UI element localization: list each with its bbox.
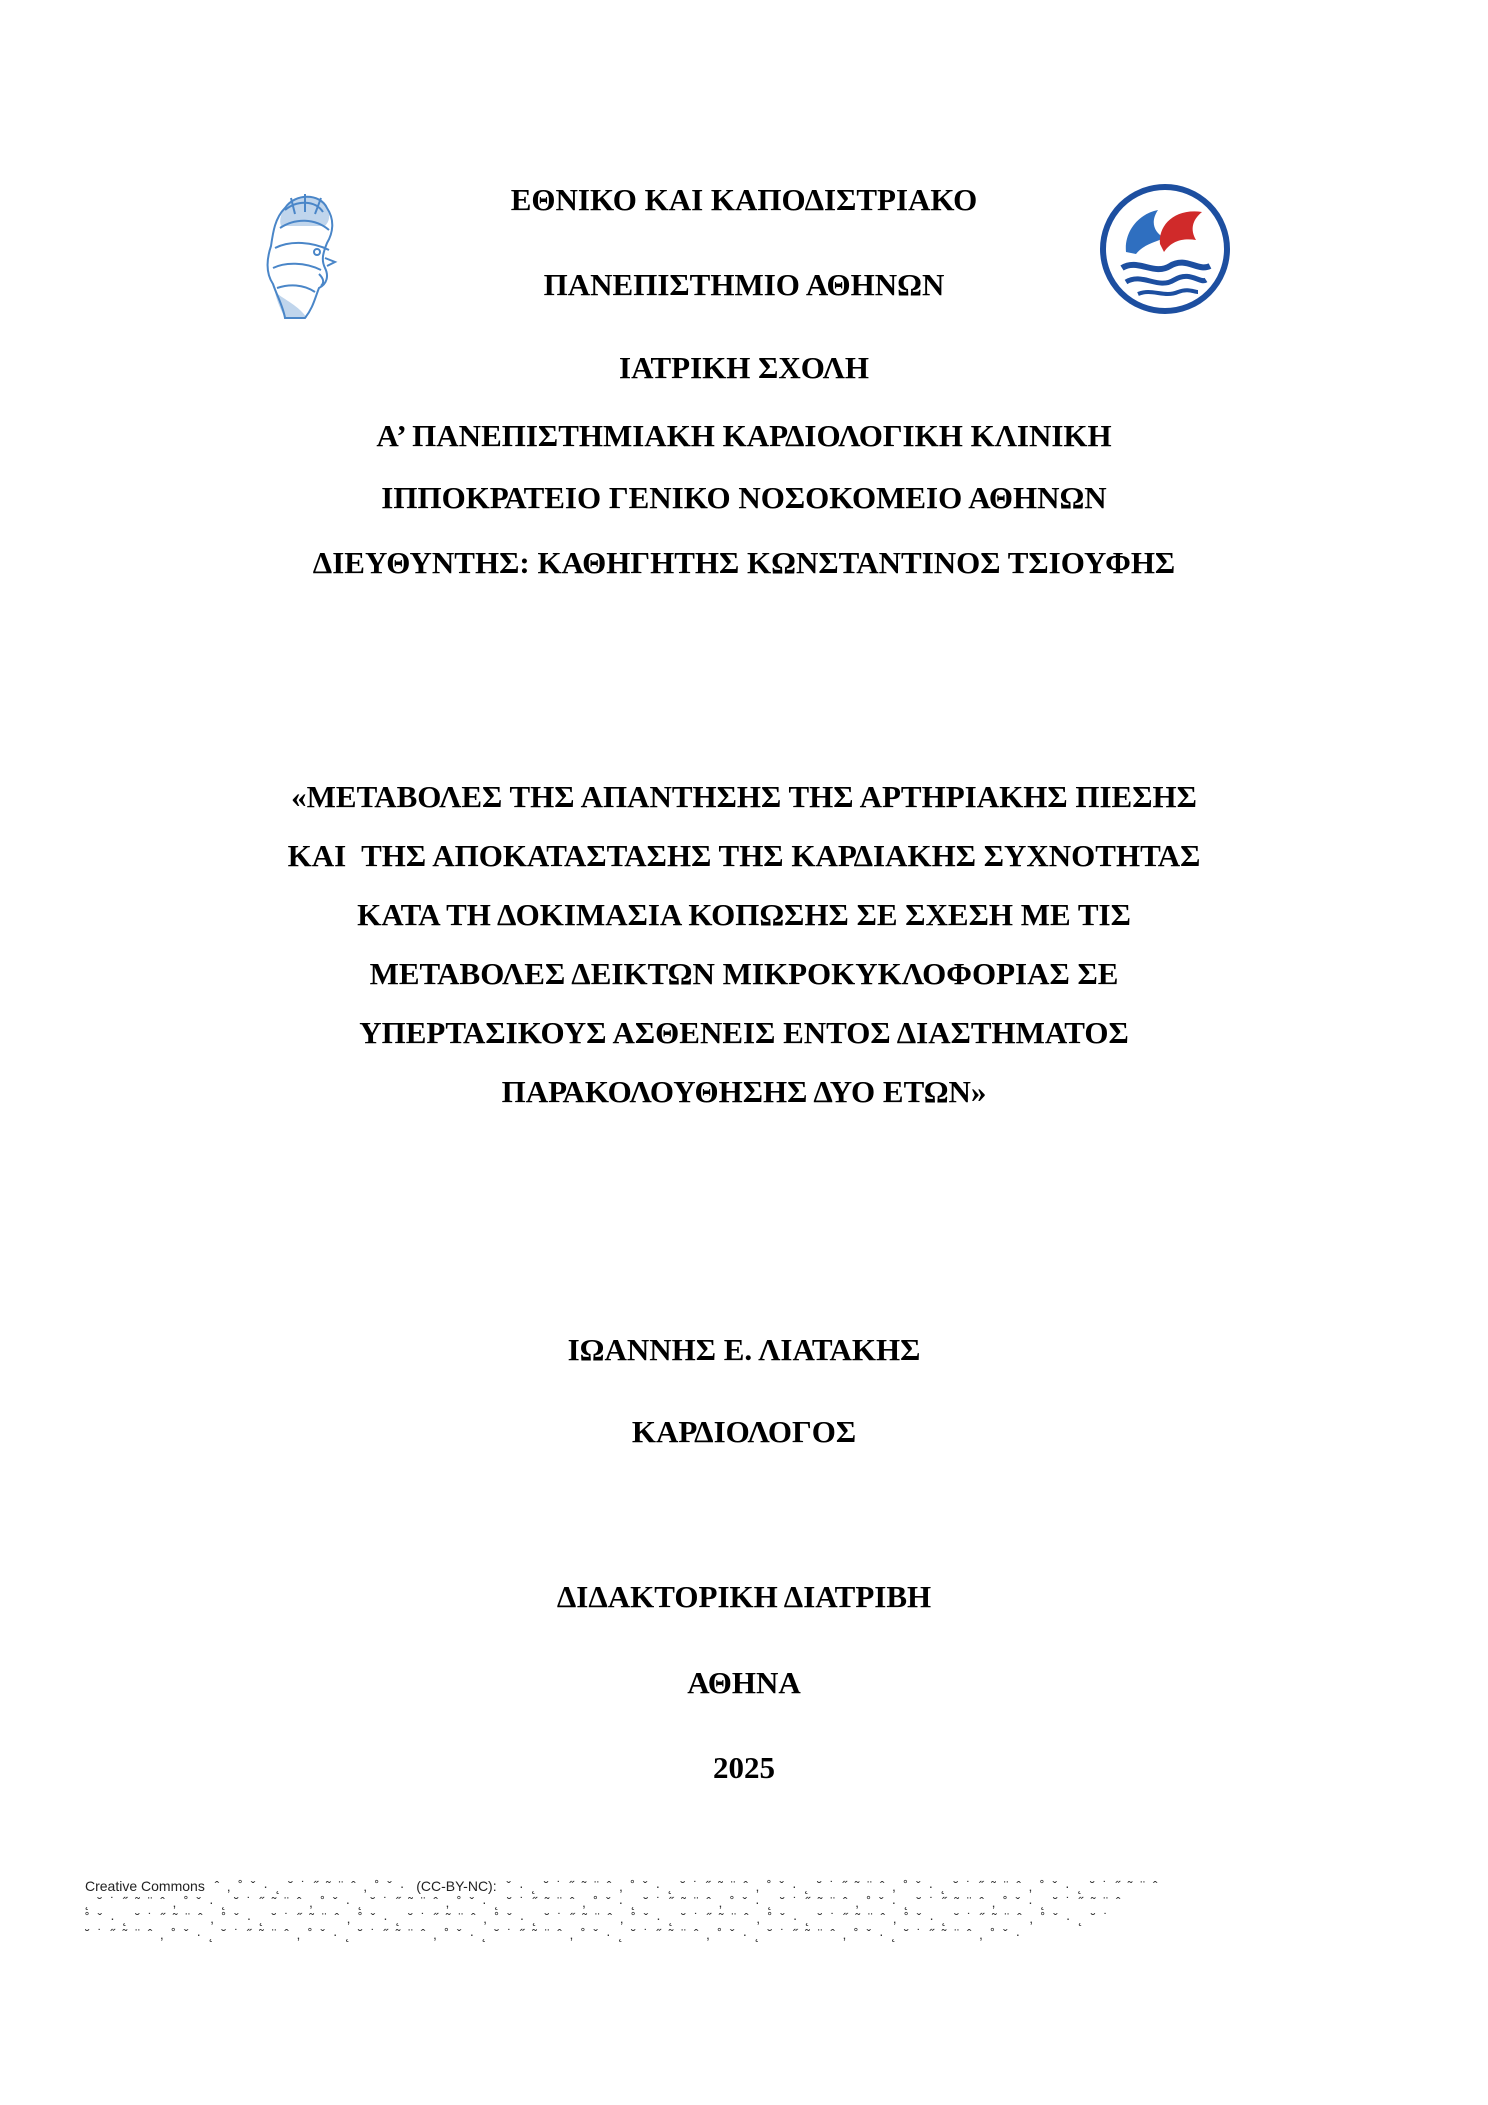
license-row-3: ˚ ˇ · ˛ ˘ ˙ ˝ ˜ ¨ ˆ ‚ ˚ ˇ · ˛ ˘ ˙ ˝ ˜ ¨ ˆ ‚ ˚ ˇ · ˛ ˘ ˙ ˝ ˜ ¨ ˆ ‚ ˚ ˇ · ˛ ˘ ˙ ˝ ˜ ¨ ˆ ‚ ˚ ˇ · ˛ ˘ ˙ ˝ ˜ ¨ ˆ ‚ ˚ ˇ · ˛ ˘ ˙ ˝ ˜ ¨ ˆ ‚ ˚ ˇ · ˛ ˘ ˙ ˝ ˜ ¨ ˆ ‚ ˚ ˇ · ˛ ˘ ˙ <box>85 1910 1111 1926</box>
license-row-2: ˛ ˘ ˙ ˝ ˜ ¨ ˆ ‚ ˚ ˇ · ˛ ˘ ˙ ˝ ˜ ¨ ˆ ‚ ˚ ˇ · ˛ ˘ ˙ ˝ ˜ ¨ ˆ ‚ ˚ ˇ · ˛ ˘ ˙ ˝ ˜ ¨ ˆ ‚ ˚ ˇ · ˛ ˘ ˙ ˝ ˜ ¨ ˆ ‚ ˚ ˇ · ˛ ˘ ˙ ˝ ˜ ¨ ˆ ‚ ˚ ˇ · ˛ ˘ ˙ ˝ ˜ ¨ ˆ ‚ ˚ ˇ · ˛ ˘ ˙ ˝ ˜ ¨ ˆ <box>85 1894 1123 1910</box>
school-name: ΙΑΤΡΙΚΗ ΣΧΟΛΗ <box>619 350 869 385</box>
license-lead: Creative Commons <box>85 1878 205 1894</box>
thesis-title-line6: ΠΑΡΑΚΟΛΟΥΘΗΣΗΣ ΔΥΟ ΕΤΩΝ» <box>501 1074 987 1109</box>
thesis-title-line2: ΚΑΙ ΤΗΣ ΑΠΟΚΑΤΑΣΤΑΣΗΣ ΤΗΣ ΚΑΡΔΙΑΚΗΣ ΣΥΧΝΟΤΗΤΑΣ <box>287 838 1201 873</box>
thesis-title-line3: ΚΑΤΑ ΤΗ ΔΟΚΙΜΑΣΙΑ ΚΟΠΩΣΗΣ ΣΕ ΣΧΕΣΗ ΜΕ ΤΙΣ <box>357 897 1131 932</box>
author-profession: ΚΑΡΔΙΟΛΟΓΟΣ <box>631 1414 857 1449</box>
license-code: (CC-BY-NC): <box>416 1878 497 1894</box>
year: 2025 <box>713 1750 775 1785</box>
university-name-line2: ΠΑΝΕΠΙΣΤΗΜΙΟ ΑΘΗΝΩΝ <box>543 267 945 302</box>
license-row-4: ˘ ˙ ˝ ˜ ¨ ˆ ‚ ˚ ˇ · ˛ ˘ ˙ ˝ ˜ ¨ ˆ ‚ ˚ ˇ · ˛ ˘ ˙ ˝ ˜ ¨ ˆ ‚ ˚ ˇ · ˛ ˘ ˙ ˝ ˜ ¨ ˆ ‚ ˚ ˇ · ˛ ˘ ˙ ˝ ˜ ¨ ˆ ‚ ˚ ˇ · ˛ ˘ ˙ ˝ ˜ ¨ ˆ ‚ ˚ ˇ · ˛ ˘ ˙ ˝ ˜ ¨ ˆ ‚ ˚ ˇ · <box>85 1926 1023 1942</box>
thesis-title-line1: «ΜΕΤΑΒΟΛΕΣ ΤΗΣ ΑΠΑΝΤΗΣΗΣ ΤΗΣ ΑΡΤΗΡΙΑΚΗΣ ΠΙΕΣΗΣ <box>291 779 1197 814</box>
document-type: ΔΙΔΑΚΤΟΡΙΚΗ ΔΙΑΤΡΙΒΗ <box>556 1579 932 1614</box>
thesis-title-line5: ΥΠΕΡΤΑΣΙΚΟΥΣ ΑΣΘΕΝΕΙΣ ΕΝΤΟΣ ΔΙΑΣΤΗΜΑΤΟΣ <box>359 1015 1129 1050</box>
city: ΑΘΗΝΑ <box>687 1665 801 1700</box>
hospital-name: ΙΠΠΟΚΡΑΤΕΙΟ ΓΕΝΙΚΟ ΝΟΣΟΚΟΜΕΙΟ ΑΘΗΝΩΝ <box>381 480 1107 515</box>
thesis-title-line4: ΜΕΤΑΒΟΛΕΣ ΔΕΙΚΤΩΝ ΜΙΚΡΟΚΥΚΛΟΦΟΡΙΑΣ ΣΕ <box>369 956 1119 991</box>
director-line: ΔΙΕΥΘΥΝΤΗΣ: ΚΑΘΗΓΗΤΗΣ ΚΩΝΣΤΑΝΤΙΝΟΣ ΤΣΙΟΥΦΗΣ <box>312 545 1176 580</box>
clinic-name: Α’ ΠΑΝΕΠΙΣΤΗΜΙΑΚΗ ΚΑΡΔΙΟΛΟΓΙΚΗ ΚΛΙΝΙΚΗ <box>376 418 1112 453</box>
university-name-line1: ΕΘΝΙΚΟ ΚΑΙ ΚΑΠΟΔΙΣΤΡΙΑΚΟ <box>510 182 978 217</box>
author-name: ΙΩΑΝΝΗΣ Ε. ΛΙΑΤΑΚΗΣ <box>567 1332 921 1367</box>
license-notice <box>85 1878 1405 1942</box>
license-row-1: Creative Commons ˆ ‚ ˚ ˇ · ˛ ˘ ˙ ˝ ˜ ¨ ˆ ‚ ˚ ˇ · (CC-BY-NC): ˇ · ˛ ˘ ˙ ˝ ˜ ¨ ˆ ‚ ˚ ˇ · ˛ ˘ ˙ ˝ ˜ ¨ ˆ ‚ ˚ ˇ · ˛ ˘ ˙ ˝ ˜ ¨ ˆ ‚ ˚ ˇ · ˛ ˘ ˙ ˝ ˜ ¨ ˆ ‚ ˚ ˇ · ˛ ˘ ˙ ˝ ˜ ¨ ˆ <box>85 1878 1160 1894</box>
